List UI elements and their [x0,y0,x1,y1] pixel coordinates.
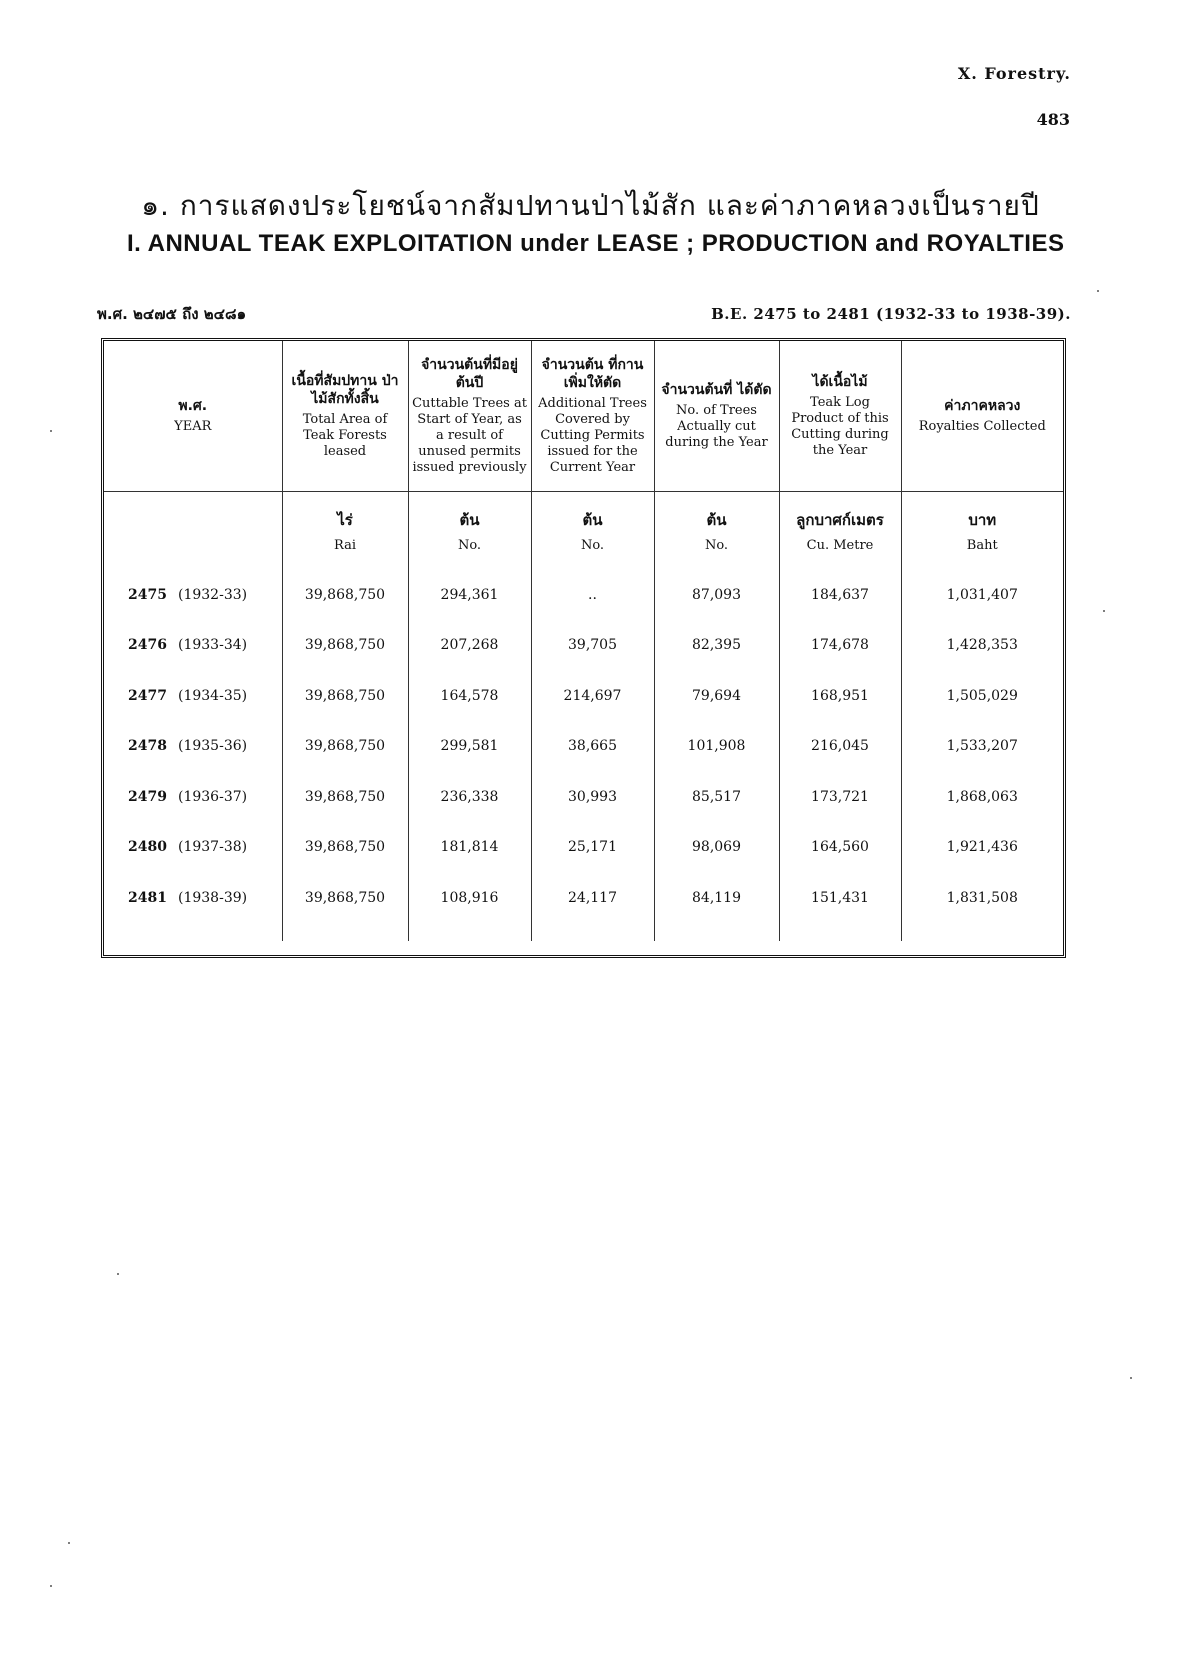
year-be: 2481 [128,889,167,906]
year-be: 2478 [128,738,167,755]
cuttable-trees-cell: 299,581 [408,721,531,772]
column-header-english: Additional Trees Covered by Cutting Permits issued for the Current Year [538,395,647,475]
year-be: 2477 [128,687,167,704]
unit-thai: ลูกบาศก์เมตร [796,511,884,529]
royalties-cell: 1,831,508 [946,889,1018,906]
scan-speck [50,1585,52,1587]
year-ce: (1938-39) [178,889,248,906]
cuttable-trees-cell: 294,361 [408,570,531,621]
table-row [104,570,1063,621]
log-product-cell: 174,678 [779,620,901,671]
unit-cell [282,491,408,570]
table-row [104,620,1063,671]
log-product-cell: 151,431 [779,873,901,942]
royalties-cell: 1,921,436 [946,839,1018,856]
trees-cut-cell: 84,119 [654,873,779,942]
total-area-cell: 39,868,750 [282,772,408,823]
column-header-english: No. of Trees Actually cut during the Year [665,402,768,450]
log-product-cell: 164,560 [779,822,901,873]
year-be: 2480 [128,839,167,856]
royalties-cell: 1,868,063 [946,788,1018,805]
cuttable-trees-cell: 181,814 [408,822,531,873]
royalties-cell: 1,428,353 [946,637,1018,654]
column-header-thai: จำนวนต้นที่มีอยู่ ต้นปี [421,356,518,391]
year-cell [104,620,282,671]
column-header-thai: ค่าภาคหลวง [944,397,1021,414]
unit-cell [654,491,779,570]
column-header-royalties [901,341,1063,491]
table-row [104,772,1063,823]
column-header-english: Cuttable Trees at Start of Year, as a result of unused permits issued previously [412,395,527,475]
royalties-cell: 1,031,407 [946,586,1018,603]
year-ce: (1933-34) [178,637,248,654]
unit-cell [408,491,531,570]
scan-speck [50,430,52,432]
unit-english: Rai [334,538,356,553]
column-header-cuttable-trees [408,341,531,491]
table-row [104,873,1063,942]
trees-cut-cell: 98,069 [654,822,779,873]
unit-thai: ไร่ [337,511,353,529]
year-cell [104,570,282,621]
year-cell [104,772,282,823]
unit-thai: ต้น [459,511,480,529]
column-header-trees-cut [654,341,779,491]
table-title-english: I. ANNUAL TEAK EXPLOITATION under LEASE ; PRODUCTION and ROYALTIES [127,230,1065,257]
additional-trees-cell: 24,117 [531,873,654,942]
statistics-table-frame [101,338,1066,958]
column-header-thai: ได้เนื้อไม้ [812,373,868,390]
total-area-cell: 39,868,750 [282,822,408,873]
trees-cut-cell: 79,694 [654,671,779,722]
table-row [104,671,1063,722]
total-area-cell: 39,868,750 [282,620,408,671]
year-ce: (1936-37) [178,788,248,805]
log-product-cell: 184,637 [779,570,901,621]
total-area-cell: 39,868,750 [282,873,408,942]
cuttable-trees-cell: 164,578 [408,671,531,722]
year-be: 2476 [128,637,167,654]
unit-english: Cu. Metre [806,538,874,553]
table-row [104,822,1063,873]
additional-trees-cell: 39,705 [531,620,654,671]
unit-cell [779,491,901,570]
column-header-thai: พ.ศ. [178,397,208,414]
column-header-english: Teak Log Product of this Cutting during the Year [791,394,889,458]
column-header-thai: เนื้อที่สัมปทาน ป่าไม้สักทั้งสิ้น [291,372,399,407]
scan-speck [117,1273,119,1275]
scan-speck [68,1542,70,1544]
year-cell [104,873,282,942]
royalties-cell: 1,505,029 [946,687,1018,704]
column-header-english: Royalties Collected [918,418,1046,434]
cuttable-trees-cell: 207,268 [408,620,531,671]
period-english: B.E. 2475 to 2481 (1932-33 to 1938-39). [711,305,1071,323]
year-ce: (1934-35) [178,687,248,704]
units-row [104,491,1063,570]
trees-cut-cell: 101,908 [654,721,779,772]
unit-thai: ต้น [706,511,727,529]
year-cell [104,822,282,873]
trees-cut-cell: 87,093 [654,570,779,621]
royalties-cell: 1,533,207 [946,738,1018,755]
table-row [104,721,1063,772]
additional-trees-cell: 30,993 [531,772,654,823]
year-ce: (1935-36) [178,738,248,755]
log-product-cell: 173,721 [779,772,901,823]
year-ce: (1937-38) [178,839,248,856]
unit-english: No. [580,538,605,553]
additional-trees-cell: .. [531,570,654,621]
log-product-cell: 216,045 [779,721,901,772]
column-header-additional-trees [531,341,654,491]
trees-cut-cell: 82,395 [654,620,779,671]
year-cell [104,671,282,722]
unit-cell-empty [104,491,282,570]
cuttable-trees-cell: 108,916 [408,873,531,942]
unit-english: Baht [966,538,998,553]
teak-exploitation-table [104,341,1063,941]
section-label: X. Forestry. [957,64,1071,83]
column-header-english: YEAR [174,418,212,434]
total-area-cell: 39,868,750 [282,671,408,722]
page-number: 483 [1036,110,1070,129]
year-be: 2479 [128,788,167,805]
scan-speck [1130,1377,1132,1379]
table-title-thai: ๑. การแสดงประโยชน์จากสัมปทานป่าไม้สัก และค่าภาคหลวงเป็นรายปี [141,189,1040,222]
additional-trees-cell: 25,171 [531,822,654,873]
column-header-english: Total Area of Teak Forests leased [302,411,388,459]
column-header-year [104,341,282,491]
column-header-thai: จำนวนต้นที่ ได้ตัด [661,381,772,398]
unit-cell [901,491,1063,570]
additional-trees-cell: 38,665 [531,721,654,772]
log-product-cell: 168,951 [779,671,901,722]
unit-thai: ต้น [582,511,603,529]
total-area-cell: 39,868,750 [282,570,408,621]
scan-speck [1097,290,1099,292]
unit-cell [531,491,654,570]
unit-thai: บาท [968,511,997,529]
period-thai: พ.ศ. ๒๔๗๕ ถึง ๒๔๘๑ [97,305,247,323]
column-header-total-area [282,341,408,491]
unit-english: No. [457,538,482,553]
trees-cut-cell: 85,517 [654,772,779,823]
column-header-thai: จำนวนต้น ที่กานเพิ่มให้ตัด [541,356,644,391]
column-header-log-product [779,341,901,491]
scan-speck [1103,610,1105,612]
year-be: 2475 [128,586,167,603]
unit-english: No. [704,538,729,553]
header-row [104,341,1063,491]
year-cell [104,721,282,772]
year-ce: (1932-33) [178,586,248,603]
total-area-cell: 39,868,750 [282,721,408,772]
cuttable-trees-cell: 236,338 [408,772,531,823]
additional-trees-cell: 214,697 [531,671,654,722]
